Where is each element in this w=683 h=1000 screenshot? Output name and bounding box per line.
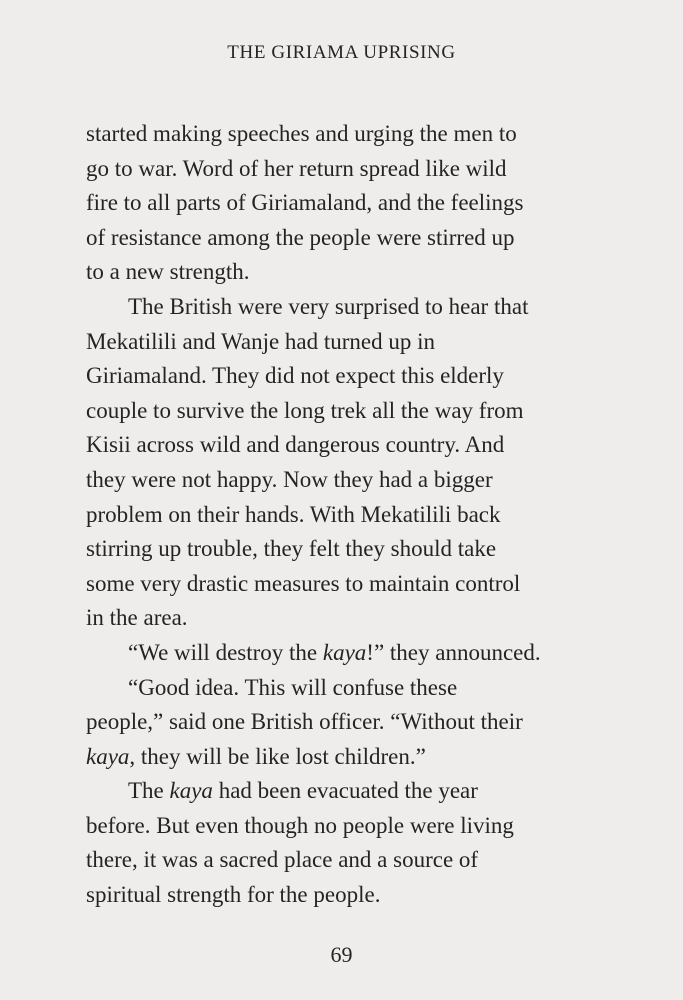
text-line: The British were very surprised to hear that	[128, 293, 529, 319]
text-line	[86, 774, 601, 809]
text-line: to a new strength.	[86, 259, 250, 285]
italic-word: kaya	[169, 778, 213, 804]
text-line: go to war. Word of her return spread like wild	[86, 155, 507, 181]
text-segment: “We will destroy the	[128, 639, 323, 665]
text-line	[86, 740, 601, 775]
page-number: 69	[330, 942, 353, 967]
text-line: problem on their hands. With Mekatilili back	[86, 501, 501, 527]
italic-word: kaya	[322, 639, 367, 665]
text-line: Mekatilili and Wanje had turned up in	[86, 328, 436, 354]
text-line: people,” said one British officer. “Without their	[86, 709, 523, 735]
text-line: some very drastic measures to maintain control	[86, 570, 521, 596]
text-segment: The	[128, 778, 170, 804]
italic-word: kaya	[86, 743, 130, 769]
running-head: THE GIRIAMA UPRISING	[227, 42, 456, 63]
text-segment: , they will be like lost children.”	[129, 743, 426, 769]
text-line: in the area.	[86, 605, 188, 631]
text-line: they were not happy. Now they had a bigger	[86, 466, 493, 492]
text-line: Kisii across wild and dangerous country. And	[86, 432, 505, 458]
text-line: before. But even though no people were living	[86, 812, 514, 838]
text-line: spiritual strength for the people.	[86, 882, 381, 908]
body-text	[86, 117, 601, 913]
text-segment: had been evacuated the year	[212, 778, 478, 804]
text-line: there, it was a sacred place and a source of	[86, 847, 479, 873]
text-line	[86, 636, 601, 671]
text-line: stirring up trouble, they felt they should take	[86, 536, 497, 562]
text-segment: !” they announced.	[366, 639, 541, 665]
text-line: started making speeches and urging the men to	[86, 121, 517, 146]
text-line: of resistance among the people were stirred up	[86, 224, 515, 250]
text-line: fire to all parts of Giriamaland, and the feelings	[86, 190, 524, 216]
text-line: couple to survive the long trek all the way from	[86, 397, 524, 423]
text-line: Giriamaland. They did not expect this elderly	[86, 363, 504, 389]
text-line: “Good idea. This will confuse these	[128, 674, 458, 700]
